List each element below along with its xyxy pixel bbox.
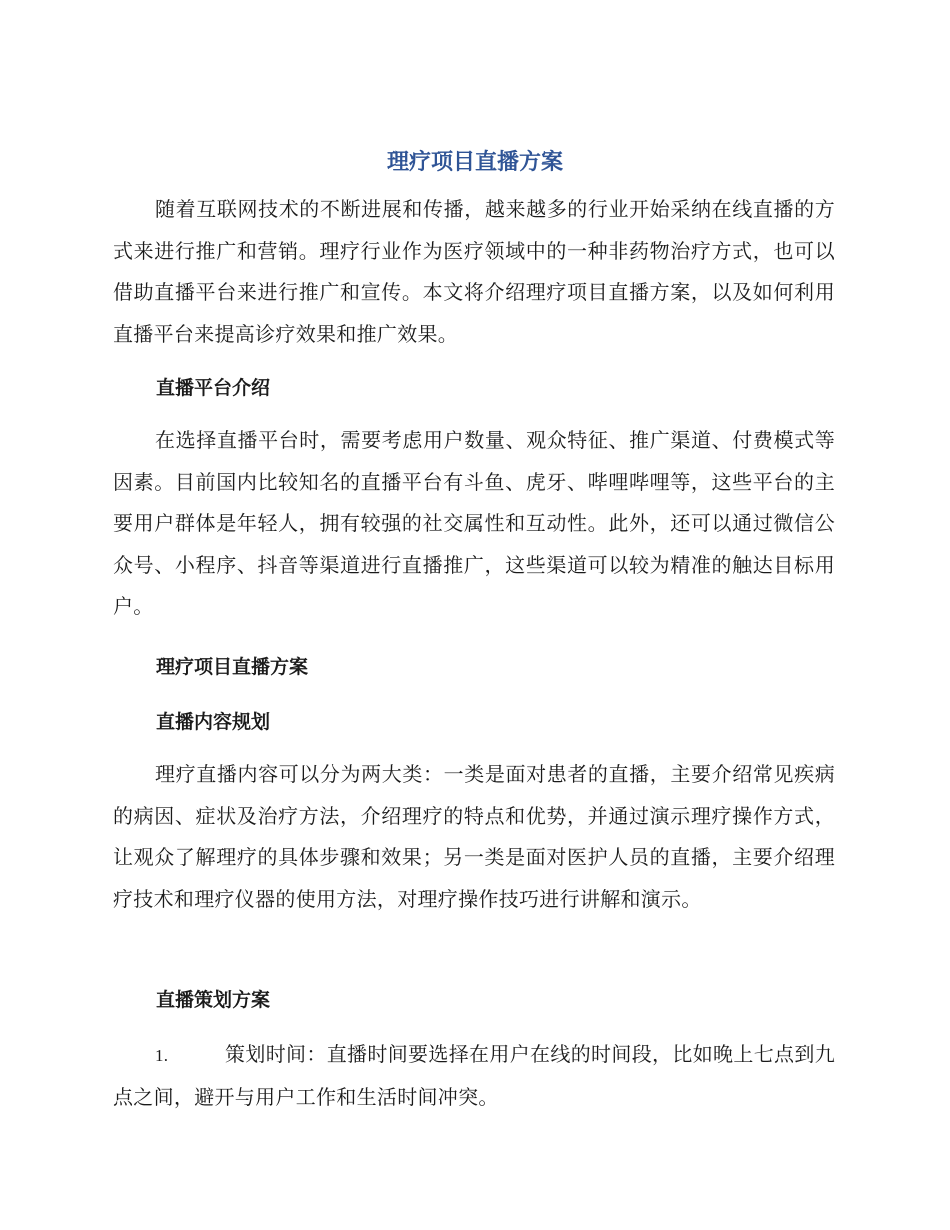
section-heading-platform-intro: 直播平台介绍 bbox=[156, 377, 271, 399]
intro-paragraph: 随着互联网技术的不断进展和传播，越来越多的行业开始采纳在线直播的方式来进行推广和营销。理疗行业作为医疗领域中的一种非药物治疗方式，也可以借助直播平台来进行推广和宣传。本文将介绍理疗项目直播方案，以及如何利用直播平台来提高诊疗效果和推广效果。 bbox=[113, 197, 835, 346]
platform-intro-paragraph: 在选择直播平台时，需要考虑用户数量、观众特征、推广渠道、付费模式等因素。目前国内比较知名的直播平台有斗鱼、虎牙、哔哩哔哩等，这些平台的主要用户群体是年轻人，拥有较强的社交属性和互动性。此外，还可以通过微信公众号、小程序、抖音等渠道进行直播推广，这些渠道可以较为精准的触达目标用户。 bbox=[113, 428, 835, 618]
document-title: 理疗项目直播方案 bbox=[386, 150, 563, 175]
section-heading-live-plan: 理疗项目直播方案 bbox=[156, 656, 309, 678]
list-item-number: 1. bbox=[155, 1046, 169, 1065]
list-item-text: 策划时间：直播时间要选择在用户在线的时间段，比如晚上七点到九点之间，避开与用户工作和生活时间冲突。 bbox=[113, 1042, 835, 1109]
list-item bbox=[113, 1034, 835, 1118]
content-planning-paragraph: 理疗直播内容可以分为两大类：一类是面对患者的直播，主要介绍常见疾病的病因、症状及治疗方法，介绍理疗的特点和优势，并通过演示理疗操作方式，让观众了解理疗的具体步骤和效果；另一类是面对医护人员的直播，主要介绍理疗技术和理疗仪器的使用方法，对理疗操作技巧进行讲解和演示。 bbox=[113, 762, 835, 911]
section-heading-strategy-plan: 直播策划方案 bbox=[156, 989, 271, 1011]
section-heading-content-planning: 直播内容规划 bbox=[156, 711, 271, 733]
